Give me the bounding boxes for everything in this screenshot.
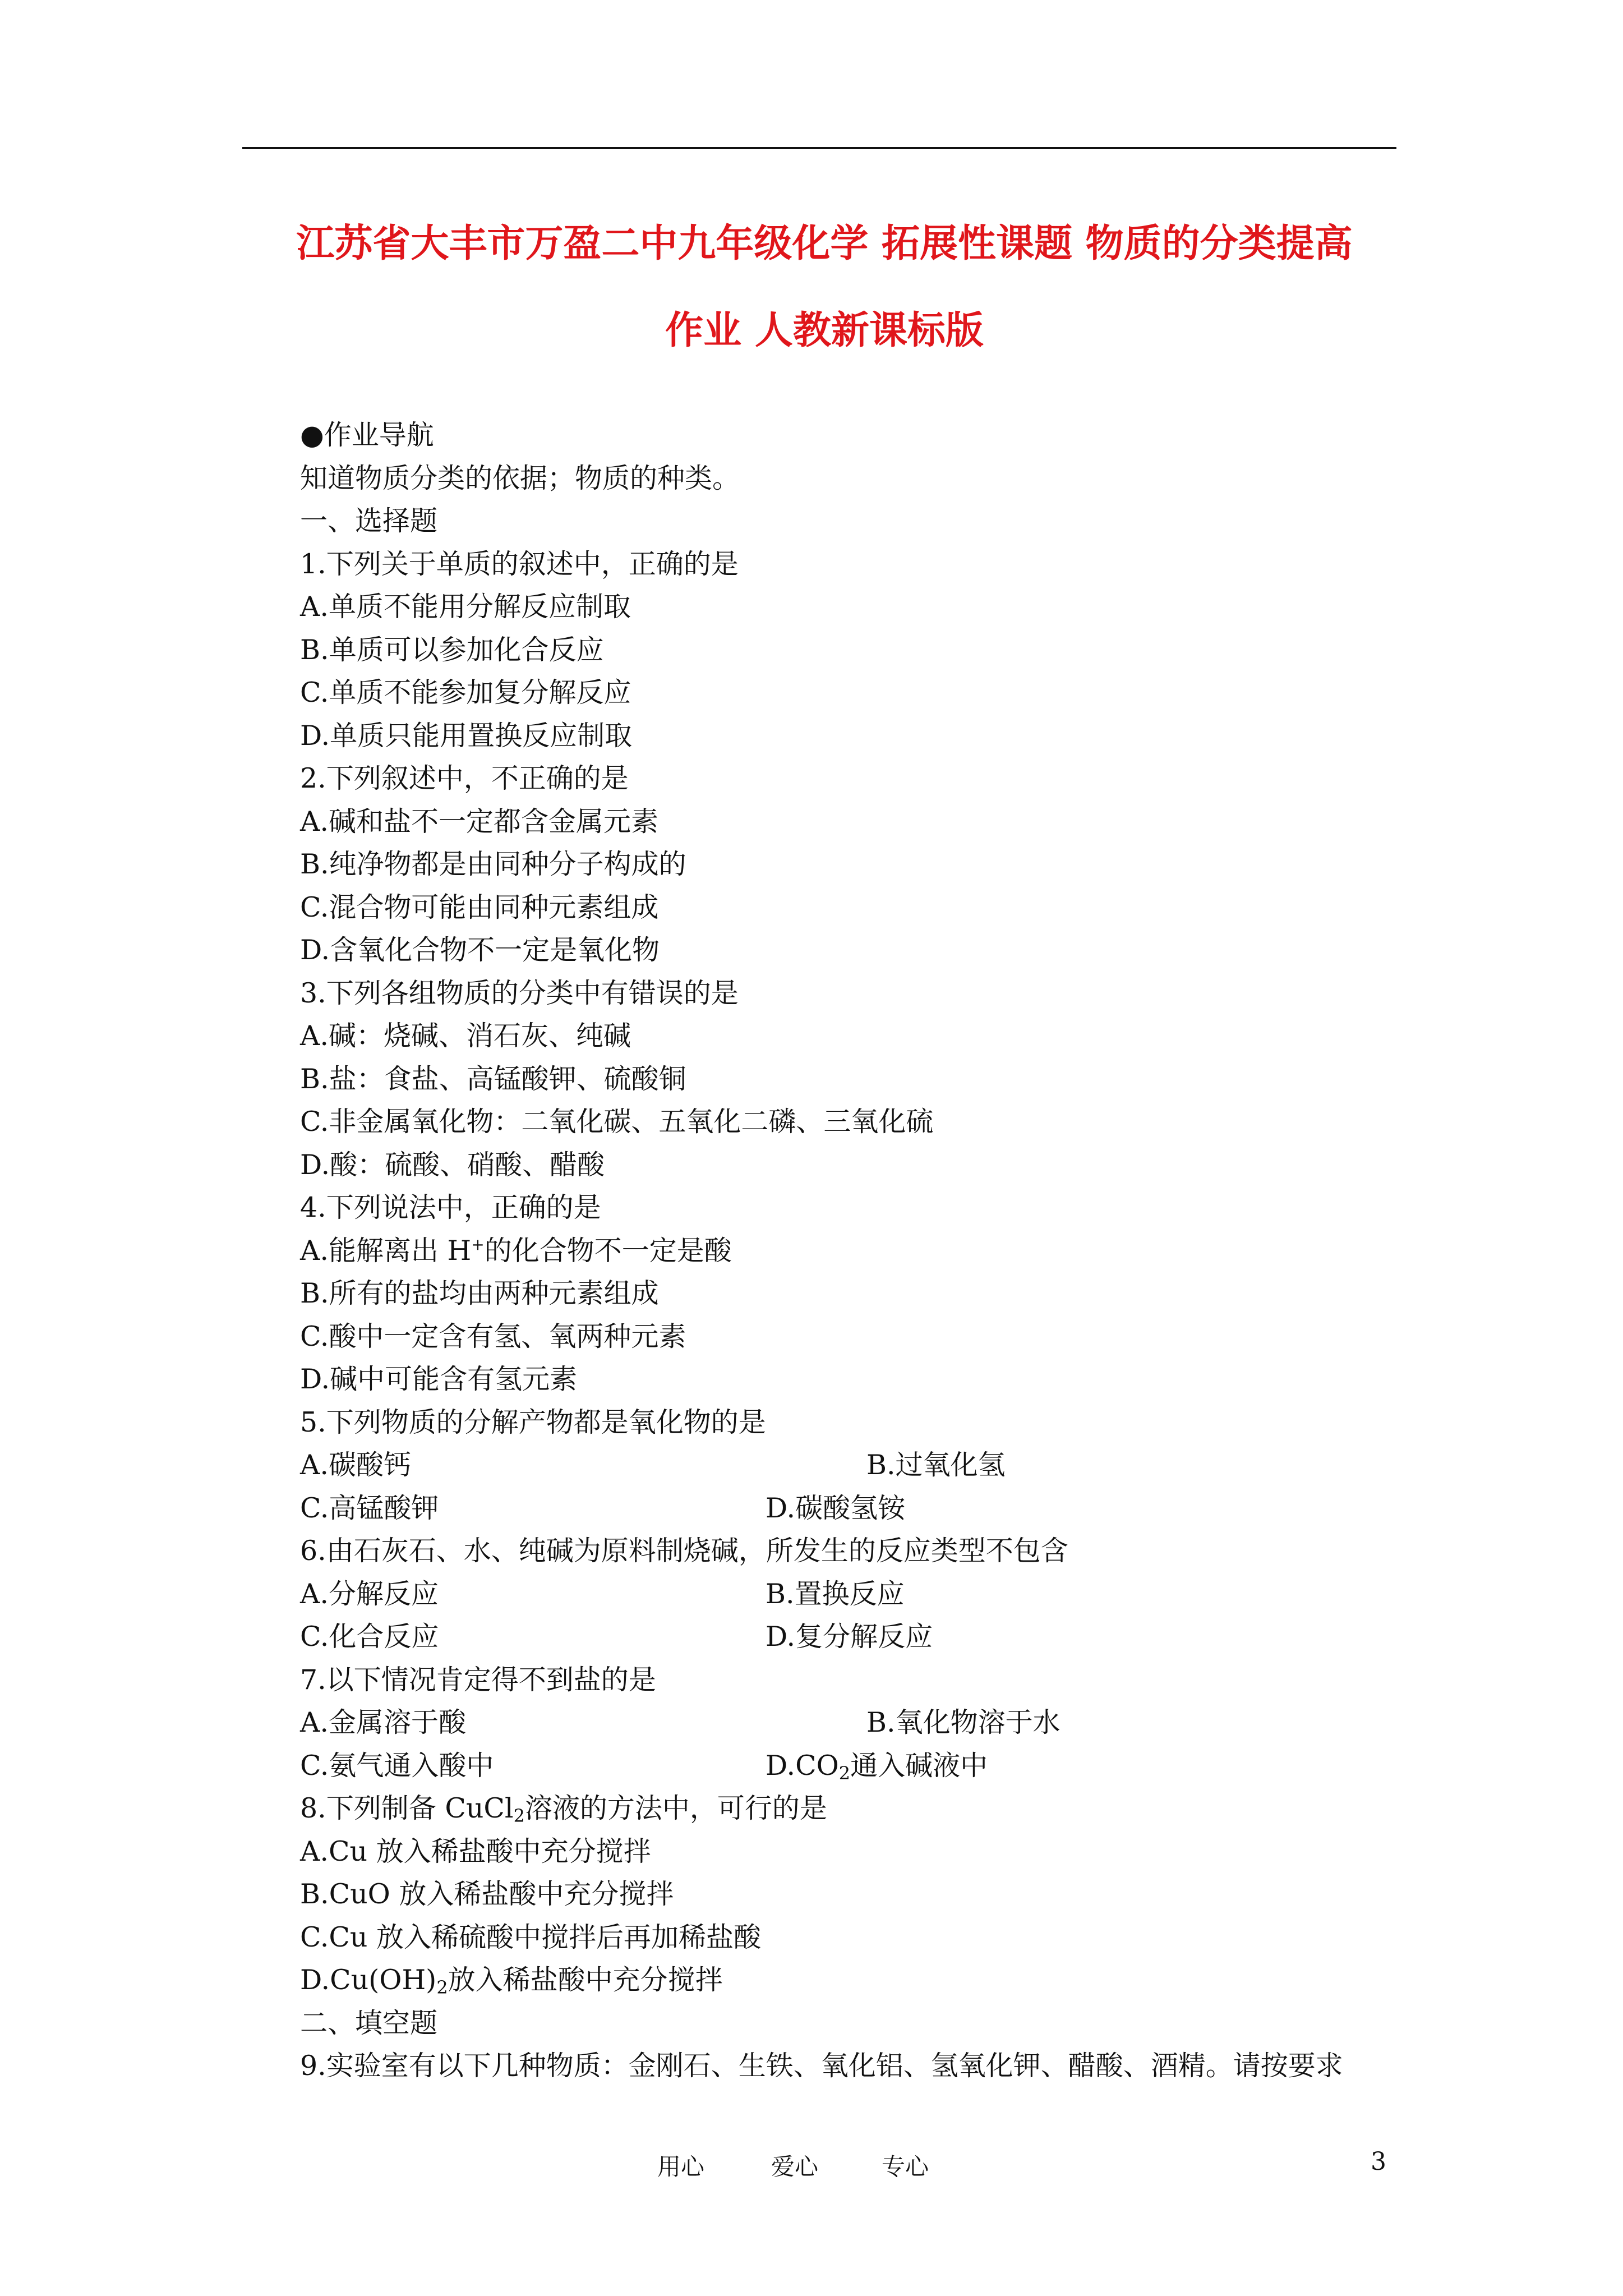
option-b: B.所有的盐均由两种元素组成 <box>300 1277 659 1309</box>
option-c: C.混合物可能由同种元素组成 <box>300 891 659 923</box>
question-stem: 9.实验室有以下几种物质：金刚石、生铁、氧化铝、氢氧化钾、醋酸、酒精。请按要求 <box>300 2050 1343 2082</box>
option-b: B.纯净物都是由同种分子构成的 <box>300 848 686 880</box>
option-a: A.碱：烧碱、消石灰、纯碱 <box>300 1020 631 1052</box>
option-b: B.盐：食盐、高锰酸钾、硫酸铜 <box>300 1062 686 1095</box>
option-d: D.碳酸氢铵 <box>766 1492 906 1524</box>
co2-formula: D.CO <box>766 1749 839 1782</box>
option-d: D.含氧化合物不一定是氧化物 <box>300 934 660 966</box>
option-d: D.复分解反应 <box>766 1621 933 1653</box>
guide-heading: ●作业导航 <box>300 419 434 451</box>
option-a: A.金属溶于酸 <box>300 1706 466 1738</box>
guide-text: 知道物质分类的依据；物质的种类。 <box>300 462 740 494</box>
option-a: A.碳酸钙 <box>300 1449 411 1481</box>
footer-motto-2: 爱心 <box>771 2153 819 2180</box>
option-a-tail: 的化合物不一定是酸 <box>484 1234 732 1267</box>
option-row <box>300 1745 1422 1788</box>
section-heading-choice: 一、选择题 <box>300 505 438 537</box>
option-a: A.分解反应 <box>300 1577 439 1610</box>
option-row <box>300 1487 1422 1530</box>
option-d: D.单质只能用置换反应制取 <box>300 719 633 752</box>
document-title-line-1: 江苏省大丰市万盈二中九年级化学 拓展性课题 物质的分类提高 <box>296 222 1353 266</box>
option-d-tail: 放入稀盐酸中充分搅拌 <box>448 1964 723 1996</box>
option-row <box>300 1616 1422 1659</box>
option-c: C.酸中一定含有氢、氧两种元素 <box>300 1320 686 1352</box>
option-c: C.高锰酸钾 <box>300 1492 439 1524</box>
document-title-line-2: 作业 人教新课标版 <box>665 309 984 353</box>
document-body <box>300 414 1422 2088</box>
option-d <box>766 1745 988 1788</box>
ion-charge: + <box>471 1235 485 1254</box>
option-a <box>300 1230 1422 1273</box>
option-c: C.非金属氧化物：二氧化碳、五氧化二磷、三氧化硫 <box>300 1106 934 1138</box>
question-stem: 4.下列说法中，正确的是 <box>300 1191 601 1223</box>
stem-text: 8.下列制备 <box>300 1792 436 1824</box>
question-stem: 6.由石灰石、水、纯碱为原料制烧碱，所发生的反应类型不包含 <box>300 1535 1068 1567</box>
cucl2-formula: CuCl <box>445 1792 514 1824</box>
formula-subscript: 2 <box>436 1977 448 1998</box>
question-stem <box>300 1787 1422 1830</box>
option-c: C.氨气通入酸中 <box>300 1749 494 1782</box>
option-c: C.单质不能参加复分解反应 <box>300 677 631 708</box>
header-rule <box>242 147 1396 149</box>
option-c: C.化合反应 <box>300 1621 439 1653</box>
section-heading-fill: 二、填空题 <box>300 2007 438 2039</box>
hydrogen-ion-symbol: H <box>447 1234 472 1267</box>
option-d: D.酸：硫酸、硝酸、醋酸 <box>300 1148 605 1181</box>
option-c: C.Cu 放入稀硫酸中搅拌后再加稀盐酸 <box>300 1921 761 1953</box>
option-b: B.过氧化氢 <box>866 1449 1006 1481</box>
option-d-tail: 通入碱液中 <box>850 1749 988 1782</box>
question-stem: 2.下列叙述中，不正确的是 <box>300 762 629 794</box>
option-d <box>300 1959 1422 2002</box>
option-row <box>300 1444 1422 1487</box>
footer-motto-1: 用心 <box>657 2153 705 2180</box>
option-a-text: A.能解离出 <box>300 1234 439 1267</box>
option-row <box>300 1573 1422 1616</box>
option-a: A.Cu 放入稀盐酸中充分搅拌 <box>300 1835 651 1867</box>
cuoh2-formula: D.Cu(OH) <box>300 1964 437 1996</box>
footer-motto-3: 专心 <box>882 2153 929 2180</box>
stem-tail: 溶液的方法中，可行的是 <box>524 1792 827 1824</box>
option-d: D.碱中可能含有氢元素 <box>300 1363 578 1395</box>
formula-subscript: 2 <box>838 1762 851 1784</box>
question-stem: 5.下列物质的分解产物都是氧化物的是 <box>300 1406 766 1438</box>
page-number: 3 <box>1371 2147 1386 2176</box>
option-a: A.碱和盐不一定都含金属元素 <box>300 805 658 838</box>
question-stem: 7.以下情况肯定得不到盐的是 <box>300 1663 656 1696</box>
question-stem: 1.下列关于单质的叙述中，正确的是 <box>300 547 739 580</box>
option-b: B.CuO 放入稀盐酸中充分搅拌 <box>300 1878 674 1910</box>
option-b: B.氧化物溶于水 <box>866 1706 1061 1738</box>
option-b: B.单质可以参加化合反应 <box>300 633 604 666</box>
formula-subscript: 2 <box>513 1805 525 1826</box>
option-row <box>300 1701 1422 1745</box>
option-b: B.置换反应 <box>766 1577 905 1610</box>
question-stem: 3.下列各组物质的分类中有错误的是 <box>300 977 739 1009</box>
option-a: A.单质不能用分解反应制取 <box>300 591 631 623</box>
